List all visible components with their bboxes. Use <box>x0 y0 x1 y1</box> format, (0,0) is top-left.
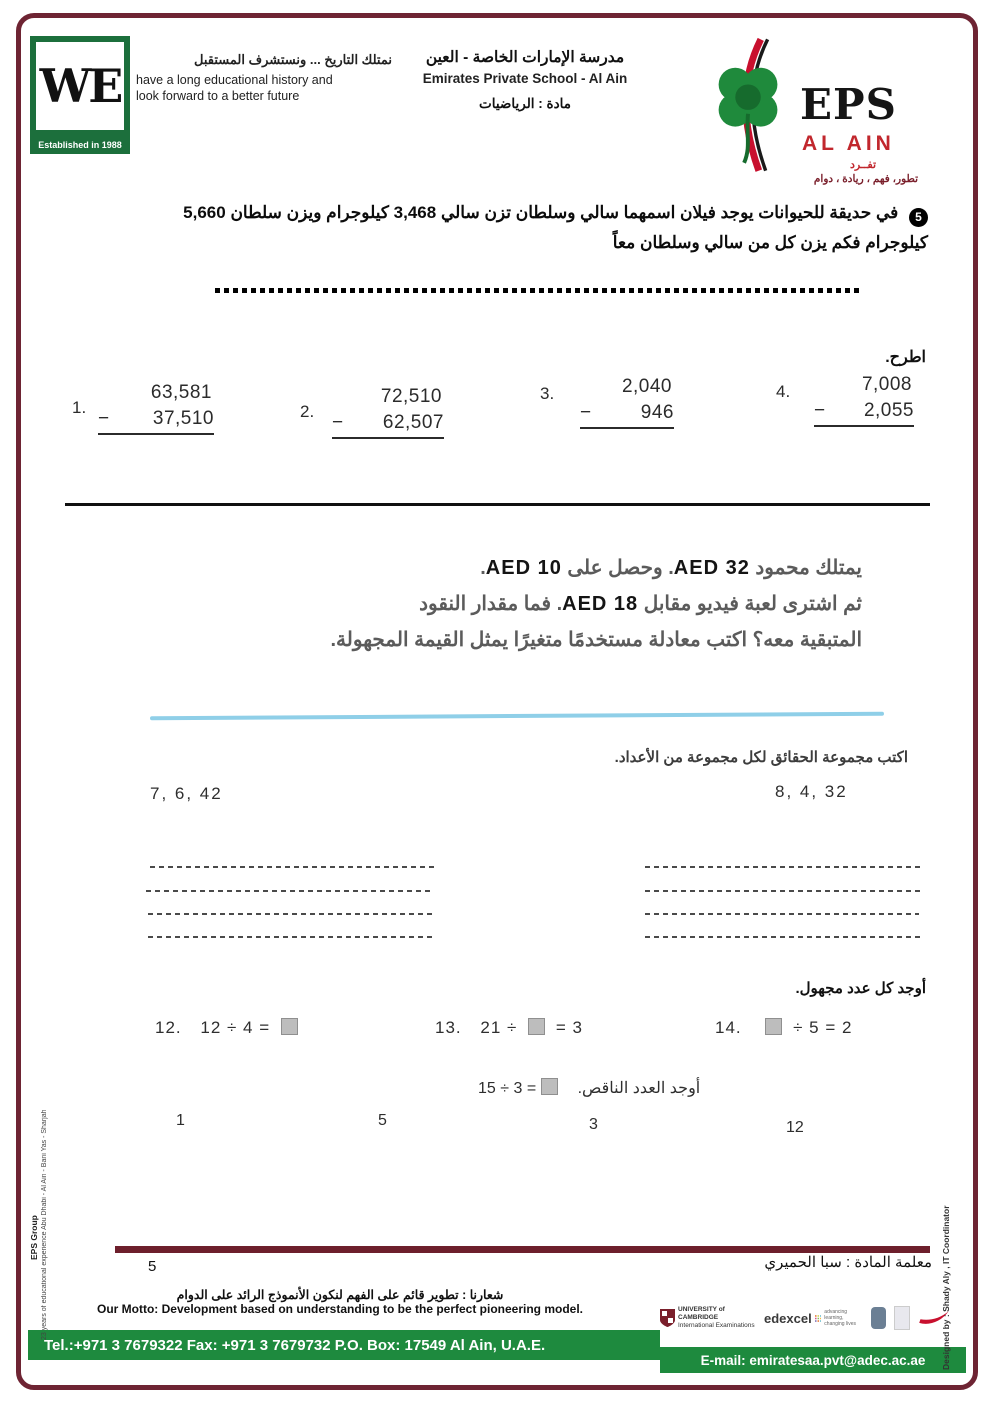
accreditation-logos <box>660 1301 950 1335</box>
school-name-english: Emirates Private School - Al Ain <box>422 71 628 86</box>
answer-choice-3: 3 <box>589 1116 598 1133</box>
subtraction-problem-1 <box>98 382 214 435</box>
aed-amount: AED 10 <box>485 557 562 579</box>
minuend: 2,040 <box>621 376 672 397</box>
email-bar <box>660 1347 966 1373</box>
aed-amount: AED 32 <box>673 557 750 579</box>
contact-info: Tel.:+971 3 7679322 Fax: +971 3 7679732 P.O. Box: 17549 Al Ain, U.A.E. <box>44 1336 546 1354</box>
subtraction-problem-2 <box>332 386 444 439</box>
expression: 12 ÷ 4 = <box>200 1018 271 1037</box>
we-logo-inner <box>36 42 124 130</box>
school-motto-arabic: شعارنا : تطوير قائم على الفهم لنكون الأنموذج الرائد على الدوام <box>176 1288 504 1302</box>
footer-divider-bar <box>115 1246 930 1253</box>
school-title-block <box>392 48 658 112</box>
school-name-arabic: مدرسة الإمارات الخاصة - العين <box>425 49 625 66</box>
unknown-number-instruction: أوجد كل عدد مجهول. <box>795 980 926 997</box>
teacher-name: معلمة المادة : سبا الحميري <box>764 1254 932 1271</box>
minus-sign: − <box>98 408 110 429</box>
problem-label: 14. <box>715 1018 742 1037</box>
edexcel-subtext: advancing learning, changing lives <box>824 1309 856 1327</box>
answer-line <box>645 936 921 938</box>
answer-box <box>528 1018 545 1035</box>
edexcel-dots-icon <box>815 1312 822 1325</box>
subtract-instruction: اطرح. <box>885 349 926 366</box>
eps-alain-text: AL AIN <box>802 132 895 155</box>
subtrahend: 62,507 <box>382 412 444 433</box>
answer-dotted-line <box>215 288 860 293</box>
answer-choice-2: 5 <box>378 1112 387 1129</box>
answer-line <box>645 866 921 868</box>
money-line-1: يمتلك محمود AED 32. وحصل على AED 10. <box>480 557 862 579</box>
eps-logo-text: EPS <box>800 80 897 129</box>
fact-family-instruction: اكتب مجموعة الحقائق لكل مجموعة من الأعداد. <box>614 749 908 766</box>
minuend: 7,008 <box>861 374 912 395</box>
council-logo <box>871 1307 886 1329</box>
problem-1-number: 1. <box>72 398 87 417</box>
answer-box <box>765 1018 782 1035</box>
eps-group-vertical-label: EPS Group <box>29 1215 39 1260</box>
eps-tagline-2: تطور، فهم ، ريادة ، دوام <box>813 173 919 185</box>
subtraction-problem-3 <box>580 376 674 429</box>
established-label: Established in 1988 <box>38 140 122 150</box>
subtraction-problem-4 <box>814 374 914 427</box>
expression-before: 21 ÷ <box>480 1018 518 1037</box>
clover-logo-icon <box>700 36 798 176</box>
eps-logo <box>700 36 940 188</box>
eps-experience-vertical-label: 23 years of educational experience Abu Dhabi - Al Ain - Bani Yas - Sharjah <box>41 1109 48 1340</box>
subtrahend: 946 <box>640 402 674 423</box>
problem-4-number: 4. <box>776 382 791 401</box>
motto-english-line2: look forward to a better future <box>136 89 300 103</box>
minus-sign: − <box>814 400 826 421</box>
division-problem-14 <box>715 1018 852 1038</box>
motto-english <box>136 72 392 104</box>
question-5-line1 <box>116 198 928 228</box>
division-problem-13 <box>435 1018 583 1038</box>
minuend: 63,581 <box>150 382 212 403</box>
expression-after: = 3 <box>555 1018 583 1037</box>
email-text: E-mail: emiratesaa.pvt@adec.ac.ae <box>700 1352 926 1368</box>
expression-after: ÷ 5 = 2 <box>793 1018 853 1037</box>
subject-label: مادة : الرياضيات <box>479 96 571 111</box>
aed-amount: AED 18 <box>562 593 639 615</box>
cambridge-logo <box>660 1306 756 1330</box>
missing-number-instruction: أوجد العدد الناقص. <box>577 1080 701 1097</box>
answer-choice-1: 1 <box>176 1112 185 1129</box>
question-5-text-line1: في حديقة للحيوانات يوجد فيلان اسمهما سالي وسلطان تزن سالي 3,468 كيلوجرام ويزن سلطان 5,660 <box>183 203 899 222</box>
section-divider <box>65 503 930 506</box>
designer-credit-vertical-label: Designed by : Shady Aly , IT Coordinator <box>941 1205 951 1370</box>
number-set-right: 8, 4, 32 <box>775 782 848 801</box>
cambridge-shield-icon <box>660 1309 675 1327</box>
answer-box <box>281 1018 298 1035</box>
we-logo <box>30 36 130 154</box>
answer-line <box>645 913 919 915</box>
minus-sign: − <box>332 412 344 433</box>
motto-arabic: نمتلك التاريخ ... ونستشرف المستقبل <box>194 52 392 67</box>
school-motto-block <box>136 52 392 104</box>
division-problem-12 <box>155 1018 303 1038</box>
money-line-3: المتبقية معه؟ اكتب معادلة مستخدمًا متغيرًا يمثل القيمة المجهولة. <box>330 629 862 651</box>
contact-bar <box>28 1330 660 1360</box>
minus-sign: − <box>580 402 592 423</box>
minuend: 72,510 <box>380 386 442 407</box>
number-set-left: 7, 6, 42 <box>150 784 223 803</box>
subtrahend: 2,055 <box>863 400 914 421</box>
motto-english-line1: have a long educational history and <box>136 73 333 87</box>
answer-line <box>146 890 433 892</box>
money-line-2: ثم اشترى لعبة فيديو مقابل AED 18. فما مقدار النقود <box>419 593 862 615</box>
missing-number-problem <box>468 1078 700 1098</box>
problem-label: 13. <box>435 1018 462 1037</box>
question-5-line2: كيلوجرام فكم يزن كل من سالي وسلطان معاً <box>612 233 928 252</box>
subtrahend: 37,510 <box>152 408 214 429</box>
answer-line <box>645 890 921 892</box>
problem-2-number: 2. <box>300 402 315 421</box>
answer-line <box>150 866 437 868</box>
answer-line <box>148 936 435 938</box>
problem-3-number: 3. <box>540 384 555 403</box>
partner-logo <box>894 1306 910 1330</box>
cambridge-text: UNIVERSITY of CAMBRIDGE International Examinations <box>678 1306 755 1329</box>
we-logo-text: WE <box>39 59 121 113</box>
answer-box <box>541 1078 558 1095</box>
question-5 <box>116 198 928 258</box>
problem-label: 12. <box>155 1018 182 1037</box>
school-motto-english: Our Motto: Development based on understanding to be the perfect pioneering model. <box>96 1302 584 1316</box>
question-number-badge: 5 <box>909 208 928 227</box>
eps-tagline-1: تفــرد <box>850 159 877 171</box>
answer-choice-4: 12 <box>786 1119 804 1136</box>
highlighter-stroke <box>150 712 884 720</box>
money-word-problem <box>228 550 862 658</box>
missing-number-expression: 15 ÷ 3 = <box>478 1080 563 1097</box>
answer-line <box>148 913 432 915</box>
edexcel-logo: edexcel advancing learning, changing lives <box>764 1309 863 1327</box>
page-number: 5 <box>148 1258 157 1275</box>
